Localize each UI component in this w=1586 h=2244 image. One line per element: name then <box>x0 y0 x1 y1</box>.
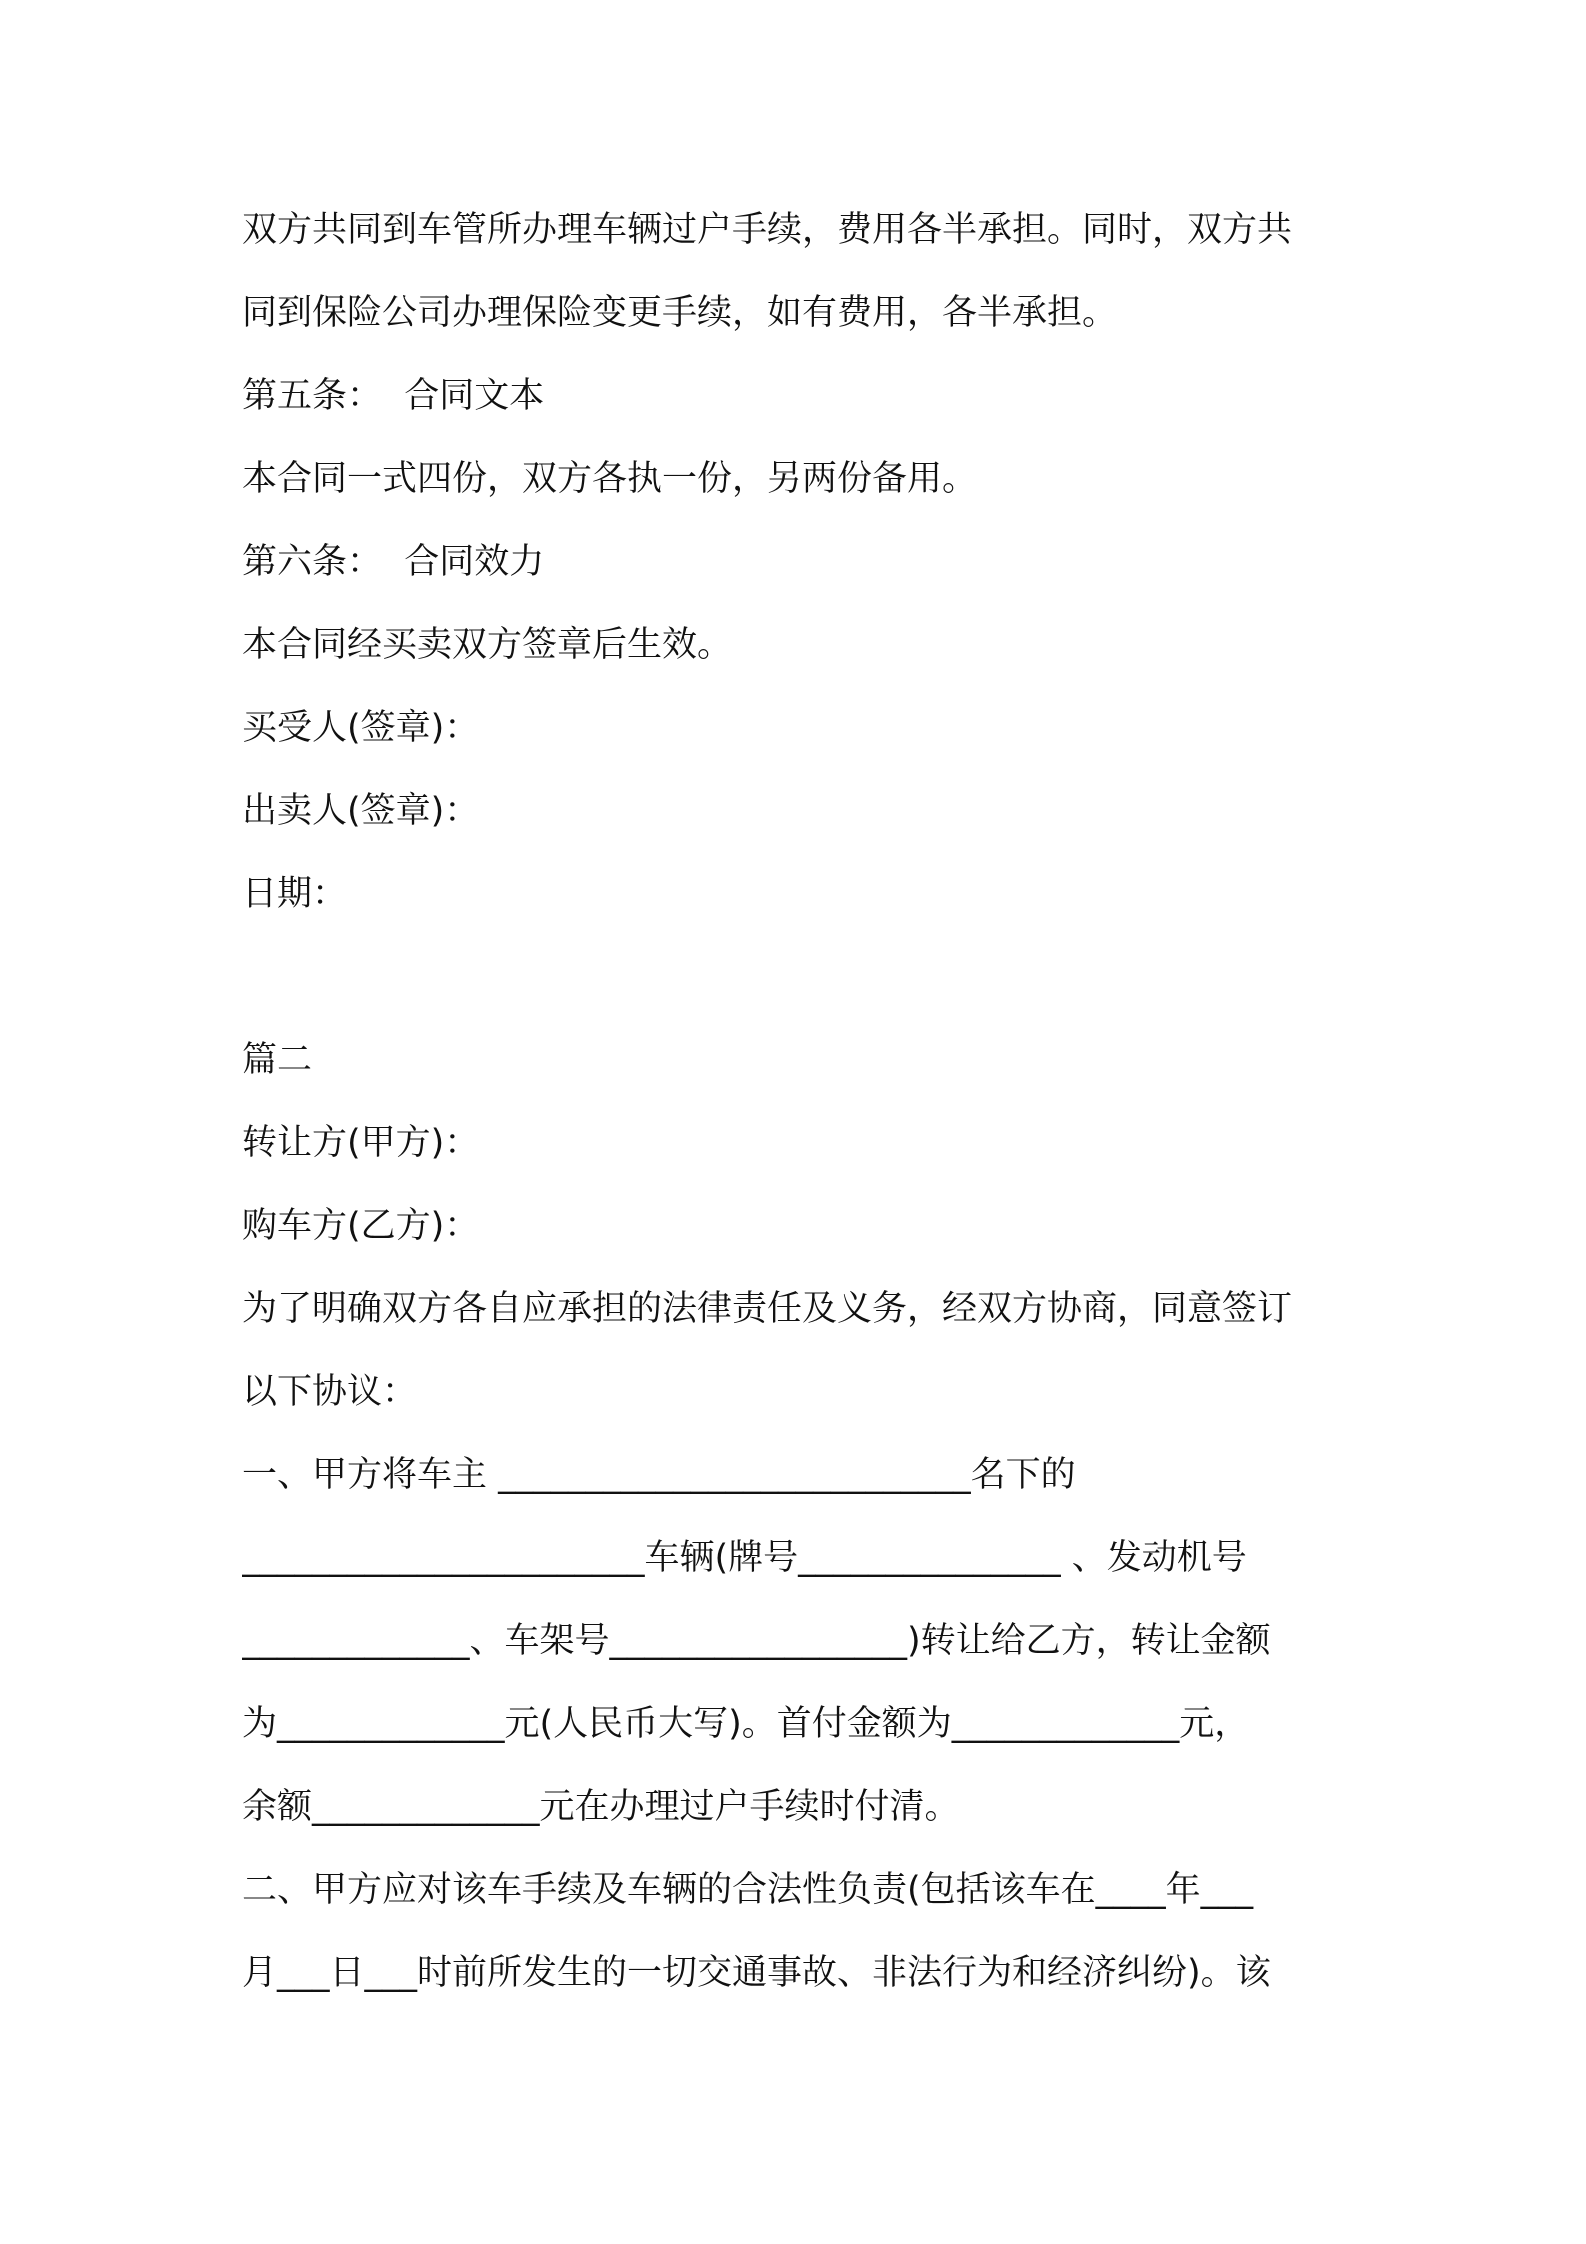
paragraph-line: 为了明确双方各自应承担的法律责任及义务，经双方协商，同意签订 <box>242 1289 1293 1329</box>
section-heading: 篇二 <box>242 1040 313 1080</box>
paragraph-line: 双方共同到车管所办理车辆过户手续，费用各半承担。同时，双方共 <box>242 210 1293 250</box>
clause-line: 二、甲方应对该车手续及车辆的合法性负责(包括该车在____年___ <box>242 1870 1254 1910</box>
article-heading: 第五条： 合同文本 <box>242 376 545 416</box>
buyer-signature-label: 买受人(签章)： <box>242 708 480 748</box>
paragraph-line: 本合同一式四份，双方各执一份，另两份备用。 <box>242 459 978 499</box>
clause-line: 一、甲方将车主 ___________________________名下的 <box>242 1455 1076 1495</box>
clause-line: 余额_____________元在办理过户手续时付清。 <box>242 1787 960 1827</box>
date-label: 日期： <box>242 874 348 914</box>
transferor-label: 转让方(甲方)： <box>242 1123 480 1163</box>
clause-line: _____________、车架号_________________)转让给乙方，转让金额 <box>242 1621 1271 1661</box>
clause-line: _______________________车辆(牌号_______________ 、发动机号 <box>242 1538 1247 1578</box>
paragraph-line: 本合同经买卖双方签章后生效。 <box>242 625 733 665</box>
article-heading: 第六条： 合同效力 <box>242 542 545 582</box>
purchaser-label: 购车方(乙方)： <box>242 1206 480 1246</box>
clause-line: 为_____________元(人民币大写)。首付金额为_____________元， <box>242 1704 1250 1744</box>
paragraph-line: 以下协议： <box>242 1372 418 1412</box>
clause-line: 月___日___时前所发生的一切交通事故、非法行为和经济纠纷)。该 <box>242 1953 1271 1993</box>
paragraph-line: 同到保险公司办理保险变更手续，如有费用，各半承担。 <box>242 293 1118 333</box>
seller-signature-label: 出卖人(签章)： <box>242 791 480 831</box>
